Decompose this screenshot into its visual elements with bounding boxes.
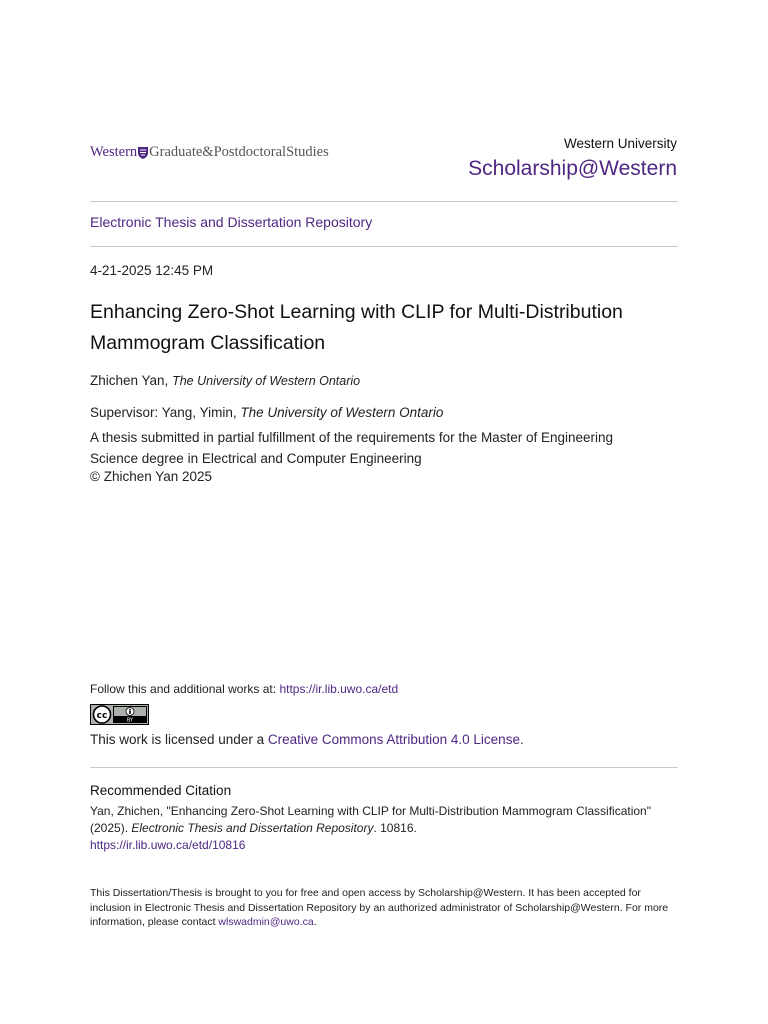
thesis-title: Enhancing Zero-Shot Learning with CLIP for Multi-Distribution Mammogram Classification [90, 301, 623, 354]
repository-link[interactable]: Electronic Thesis and Dissertation Repository [90, 214, 373, 230]
scholarship-western-link[interactable]: Scholarship@Western [468, 157, 677, 180]
copyright: © Zhichen Yan 2025 [90, 469, 213, 484]
citation-number: . 10816. [373, 821, 417, 835]
author-affiliation: The University of Western Ontario [172, 374, 361, 388]
follow-line [90, 682, 398, 696]
divider [90, 246, 678, 247]
etd-url-link[interactable]: https://ir.lib.uwo.ca/etd [279, 682, 399, 696]
follow-text: Follow this and additional works at: [90, 682, 280, 696]
citation-journal: Electronic Thesis and Dissertation Repository [131, 821, 374, 835]
divider [90, 767, 678, 768]
supervisor-affiliation: The University of Western Ontario [240, 405, 444, 420]
western-gps-logo [90, 144, 329, 161]
divider [90, 201, 678, 202]
license-text: This work is licensed under a [90, 732, 268, 747]
cc-badge-text: cc [96, 711, 108, 721]
license-line [90, 732, 524, 747]
supervisor-name: Supervisor: Yang, Yimin, [90, 405, 237, 420]
submission-date: 4-21-2025 12:45 PM [90, 263, 214, 278]
cc-license-link[interactable]: Creative Commons Attribution 4.0 License [267, 732, 520, 747]
license-end: . [519, 732, 524, 747]
logo-western-text: Western [90, 144, 138, 160]
western-crest-icon [138, 147, 148, 159]
recommended-citation-heading: Recommended Citation [90, 783, 232, 798]
supervisor-line [90, 405, 443, 420]
author-name: Zhichen Yan, [90, 373, 169, 388]
access-notice-text: This Dissertation/Thesis is brought to you for free and open access by Scholarship@Western. It has been accepted for inclusion in Electronic Thesis and Dissertation Repository by an authorized administrator of Scholarship@Western. For more information, please contact [90, 887, 669, 928]
cc-by-icon [91, 705, 148, 724]
by-badge-text: BY [126, 717, 134, 724]
logo-grad-text: Graduate&PostdoctoralStudies [149, 144, 329, 160]
access-notice [90, 886, 680, 930]
citation-body [90, 803, 690, 854]
access-notice-end: . [313, 916, 317, 928]
contact-email-link[interactable]: wlswadmin@uwo.ca [218, 916, 314, 928]
western-university-label: Western University [563, 136, 677, 151]
thesis-statement: A thesis submitted in partial fulfillment of the requirements for the Master of Engineering Science degree in Electrical and Computer Engineering [90, 430, 614, 466]
citation-text: Yan, Zhichen, "Enhancing Zero-Shot Learning with CLIP for Multi-Distribution Mammogram Classification" (2025). [90, 804, 651, 835]
citation-url-link[interactable]: https://ir.lib.uwo.ca/etd/10816 [90, 838, 246, 852]
author-line [90, 373, 360, 388]
cc-by-badge[interactable] [90, 704, 149, 725]
